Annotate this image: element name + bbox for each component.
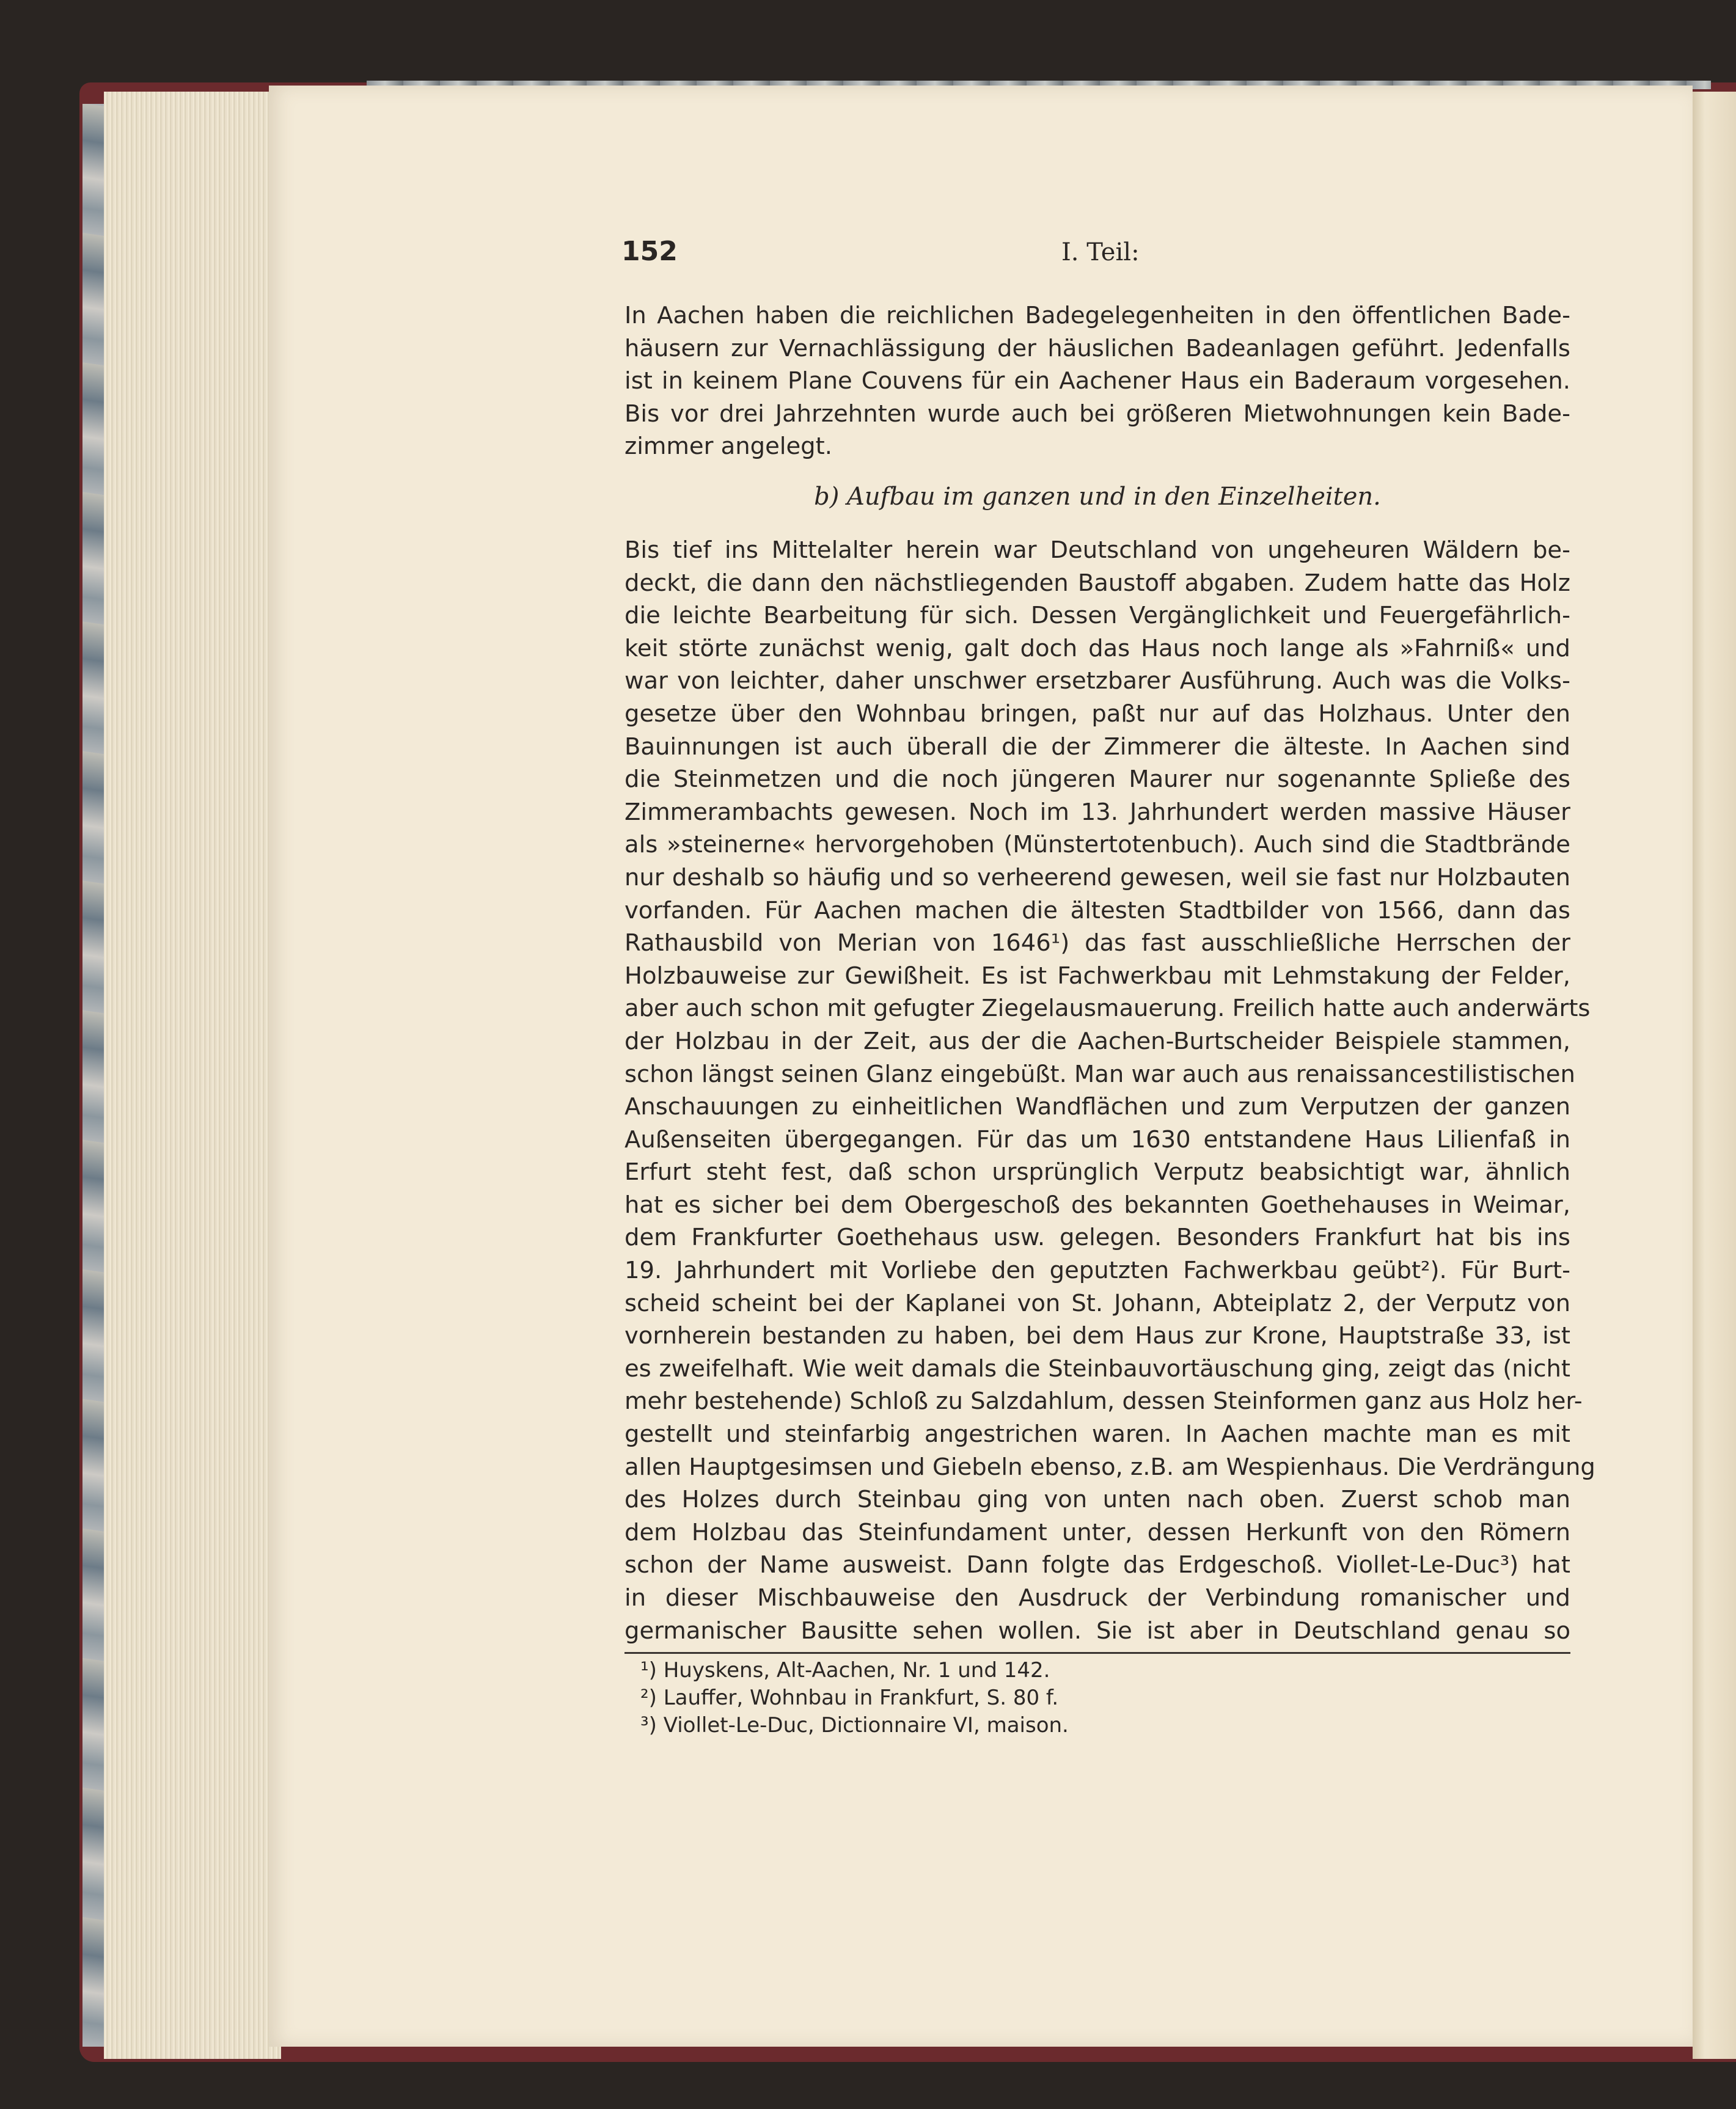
- text-line: war von leichter, daher unschwer ersetzbarer Ausführung. Auch was die Volks-: [624, 667, 1570, 695]
- text-line: Rathausbild von Merian von 1646¹) das fast ausschließliche Herrschen der: [624, 929, 1570, 957]
- text-line: 19. Jahrhundert mit Vorliebe den geputzten Fachwerkbau geübt²). Für Burt-: [624, 1257, 1570, 1285]
- text-line: Bis tief ins Mittelalter herein war Deutschland von ungeheuren Wäldern be-: [624, 536, 1570, 564]
- text-line: es zweifelhaft. Wie weit damals die Steinbauvortäuschung ging, zeigt das (nicht: [624, 1354, 1570, 1383]
- text-line: gesetze über den Wohnbau bringen, paßt nur auf das Holzhaus. Unter den: [624, 700, 1570, 728]
- text-line: schon längst seinen Glanz eingebüßt. Man war auch aus renaissancestilistischen: [624, 1060, 1575, 1088]
- running-head: I. Teil:: [1061, 238, 1140, 266]
- text-line: Holzbauweise zur Gewißheit. Es ist Fachwerkbau mit Lehmstakung der Felder,: [624, 962, 1570, 990]
- footnote-divider: [624, 1652, 1570, 1654]
- text-line: in dieser Mischbauweise den Ausdruck der Verbindung romanischer und: [624, 1584, 1570, 1612]
- paragraph-construction: [624, 534, 1595, 1647]
- page-number: 152: [621, 236, 678, 267]
- text-line: scheid scheint bei der Kaplanei von St. Johann, Abteiplatz 2, der Verputz von: [624, 1289, 1570, 1317]
- text-line: Bis vor drei Jahrzehnten wurde auch bei größeren Mietwohnungen kein Bade-: [624, 400, 1570, 428]
- footnote: ³) Viollet-Le-Duc, Dictionnaire VI, maison.: [640, 1713, 1069, 1738]
- page-edges-left: [104, 92, 281, 2059]
- text-line: Zimmerambachts gewesen. Noch im 13. Jahrhundert werden massive Häuser: [624, 798, 1570, 826]
- text-line: nur deshalb so häufig und so verheerend gewesen, weil sie fast nur Holzbauten: [624, 863, 1570, 891]
- text-line: gestellt und steinfarbig angestrichen waren. In Aachen machte man es mit: [624, 1420, 1570, 1449]
- page-header: [621, 236, 1570, 279]
- text-line: Außenseiten übergegangen. Für das um 1630 entstandene Haus Lilienfaß in: [624, 1125, 1570, 1153]
- text-line: schon der Name ausweist. Dann folgte das Erdgeschoß. Viollet-Le-Duc³) hat: [624, 1551, 1570, 1579]
- text-line: vornherein bestanden zu haben, bei dem Haus zur Krone, Hauptstraße 33, ist: [624, 1322, 1570, 1350]
- text-line: mehr bestehende) Schloß zu Salzdahlum, dessen Steinformen ganz aus Holz her-: [624, 1387, 1583, 1416]
- text-line: dem Frankfurter Goethehaus usw. gelegen. Besonders Frankfurt hat bis ins: [624, 1224, 1570, 1252]
- text-line: hat es sicher bei dem Obergeschoß des bekannten Goethehauses in Weimar,: [624, 1191, 1570, 1219]
- page-edges-right: [1693, 92, 1736, 2059]
- footnote: ²) Lauffer, Wohnbau in Frankfurt, S. 80 f.: [640, 1686, 1059, 1710]
- footnote: ¹) Huyskens, Alt-Aachen, Nr. 1 und 142.: [640, 1658, 1050, 1683]
- text-line: dem Holzbau das Steinfundament unter, dessen Herkunft von den Römern: [624, 1518, 1570, 1546]
- text-line: Erfurt steht fest, daß schon ursprünglich Verputz beabsichtigt war, ähnlich: [624, 1158, 1570, 1186]
- text-line: germanischer Bausitte sehen wollen. Sie ist aber in Deutschland genau so: [624, 1617, 1570, 1645]
- footnotes: [640, 1657, 1557, 1739]
- text-line: keit störte zunächst wenig, galt doch das Haus noch lange als »Fahrniß« und: [624, 634, 1570, 662]
- text-line: die leichte Bearbeitung für sich. Dessen Vergänglichkeit und Feuergefährlich-: [624, 602, 1570, 630]
- text-line: ist in keinem Plane Couvens für ein Aachener Haus ein Baderaum vorgesehen.: [624, 367, 1570, 395]
- text-line: Bauinnungen ist auch überall die der Zimmerer die älteste. In Aachen sind: [624, 733, 1570, 761]
- text-line: Anschauungen zu einheitlichen Wandflächen und zum Verputzen der ganzen: [624, 1093, 1570, 1121]
- text-line: die Steinmetzen und die noch jüngeren Maurer nur sogenannte Spließe des: [624, 766, 1570, 794]
- text-line: allen Hauptgesimsen und Giebeln ebenso, z.B. am Wespienhaus. Die Verdrängung: [624, 1453, 1595, 1481]
- text-line: deckt, die dann den nächstliegenden Baustoff abgaben. Zudem hatte das Holz: [624, 569, 1570, 597]
- paragraph-bathing: [624, 299, 1570, 463]
- text-line: aber auch schon mit gefugter Ziegelausmauerung. Freilich hatte auch anderwärts: [624, 995, 1591, 1023]
- text-line: des Holzes durch Steinbau ging von unten nach oben. Zuerst schob man: [624, 1486, 1570, 1514]
- text-line: In Aachen haben die reichlichen Badegelegenheiten in den öffentlichen Bade-: [624, 302, 1570, 329]
- text-line: vorfanden. Für Aachen machen die ältesten Stadtbilder von 1566, dann das: [624, 896, 1570, 924]
- text-line: der Holzbau in der Zeit, aus der die Aachen-Burtscheider Beispiele stammen,: [624, 1027, 1570, 1055]
- text-line: häusern zur Vernachlässigung der häuslichen Badeanlagen geführt. Jedenfalls: [624, 334, 1570, 362]
- text-line: als »steinerne« hervorgehoben (Münstertotenbuch). Auch sind die Stadtbrände: [624, 831, 1570, 859]
- text-line: zimmer angelegt.: [624, 433, 832, 461]
- section-heading: b) Aufbau im ganzen und in den Einzelheiten.: [814, 483, 1381, 511]
